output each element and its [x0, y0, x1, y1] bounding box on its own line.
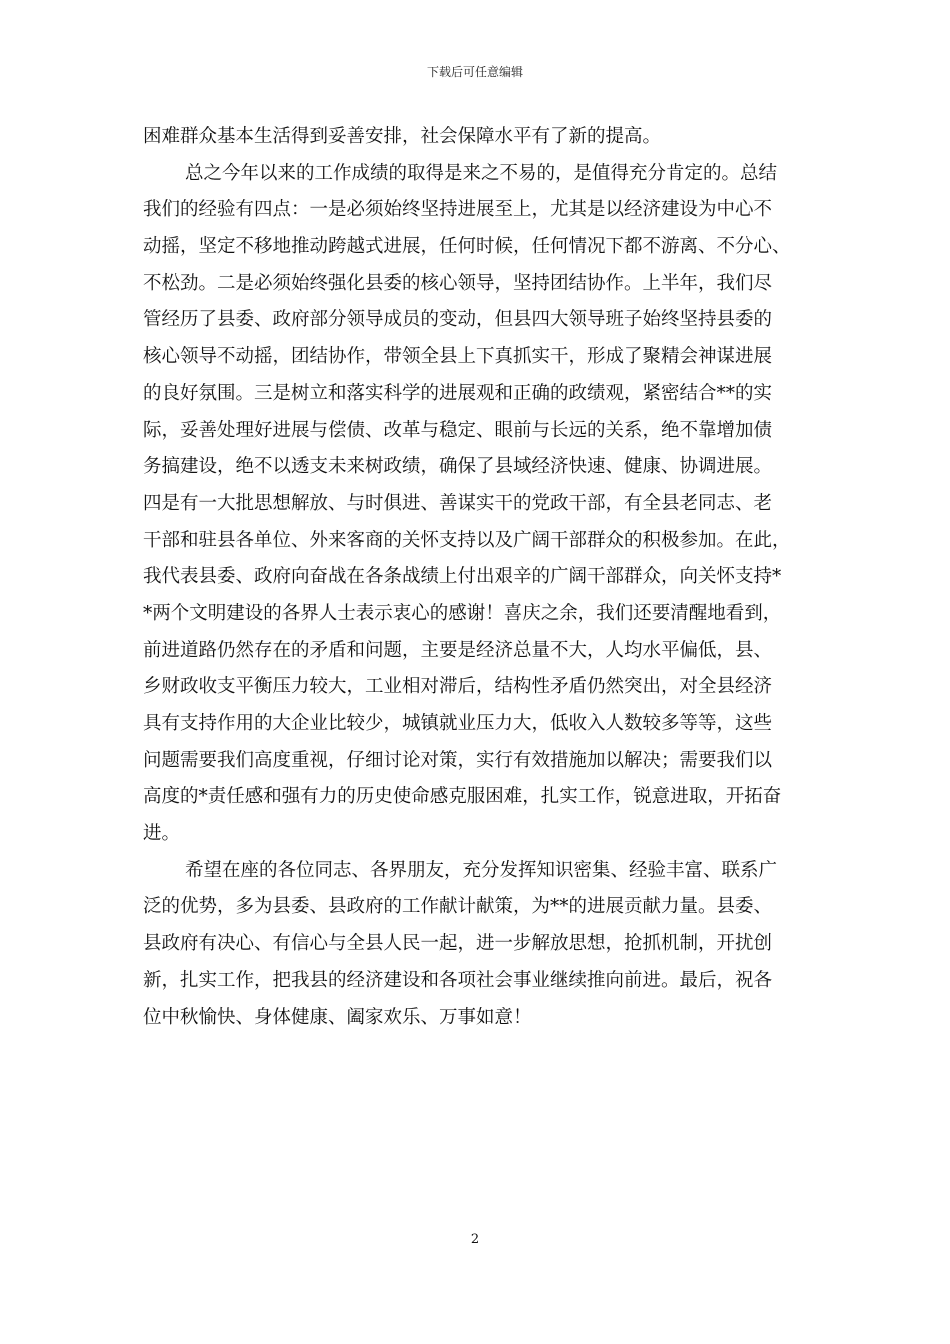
text-line: 管经历了县委、政府部分领导成员的变动，但县四大领导班子始终坚持县委的	[143, 309, 773, 331]
text-line: *两个文明建设的各界人士表示衷心的感谢！喜庆之余，我们还要清醒地看到，	[143, 602, 782, 624]
text-line: 位中秋愉快、身体健康、阖家欢乐、万事如意！	[143, 1006, 532, 1028]
text-line: 干部和驻县各单位、外来客商的关怀支持以及广阔干部群众的积极参加。在此，	[143, 529, 791, 551]
text-line: 高度的*责任感和强有力的历史使命感克服困难，扎实工作，锐意进取，开拓奋	[143, 786, 782, 808]
document-body	[143, 119, 810, 1036]
text-line: 问题需要我们高度重视，仔细讨论对策，实行有效措施加以解决；需要我们以	[143, 749, 773, 771]
text-line: 动摇，坚定不移地推动跨越式进展，任何时候，任何情况下都不游离、不分心、	[143, 236, 791, 258]
text-line: 不松劲。二是必须始终强化县委的核心领导，坚持团结协作。上半年，我们尽	[143, 272, 773, 294]
text-line: 际，妥善处理好进展与偿债、改革与稳定、眼前与长远的关系，绝不靠增加债	[143, 419, 773, 441]
text-line: 四是有一大批思想解放、与时俱进、善谋实干的党政干部，有全县老同志、老	[143, 492, 773, 514]
text-line: 新，扎实工作，把我县的经济建设和各项社会事业继续推向前进。最后，祝各	[143, 969, 773, 991]
text-line: 前进道路仍然存在的矛盾和问题，主要是经济总量不大，人均水平偏低，县、	[143, 639, 773, 661]
text-line: 乡财政收支平衡压力较大，工业相对滞后，结构性矛盾仍然突出，对全县经济	[143, 676, 773, 698]
text-line: 县政府有决心、有信心与全县人民一起，进一步解放思想，抢抓机制，开扰创	[143, 933, 773, 955]
text-line: 具有支持作用的大企业比较少，城镇就业压力大，低收入人数较多等等，这些	[143, 713, 773, 734]
text-line: 泛的优势，多为县委、县政府的工作献计献策，为**的进展贡献力量。县委、	[143, 896, 773, 918]
text-line: 希望在座的各位同志、各界朋友，充分发挥知识密集、经验丰富、联系广	[185, 859, 778, 881]
page-header: 下载后可任意编辑	[426, 65, 523, 79]
text-line: 总之今年以来的工作成绩的取得是来之不易的，是值得充分肯定的。总结	[185, 162, 778, 184]
text-line: 我代表县委、政府向奋战在各条战绩上付出艰辛的广阔干部群众，向关怀支持*	[143, 566, 782, 588]
text-line: 的良好氛围。三是树立和落实科学的进展观和正确的政绩观，紧密结合**的实	[143, 382, 773, 404]
page-number: 2	[470, 1232, 480, 1247]
text-line: 核心领导不动摇，团结协作，带领全县上下真抓实干，形成了聚精会神谋进展	[143, 346, 773, 368]
text-line: 我们的经验有四点：一是必须始终坚持进展至上，尤其是以经济建设为中心不	[143, 199, 773, 221]
text-line: 务搞建设，绝不以透支未来树政绩，确保了县域经济快速、健康、协调进展。	[143, 456, 773, 478]
text-line: 困难群众基本生活得到妥善安排，社会保障水平有了新的提高。	[143, 126, 662, 147]
text-line: 进。	[143, 823, 181, 845]
